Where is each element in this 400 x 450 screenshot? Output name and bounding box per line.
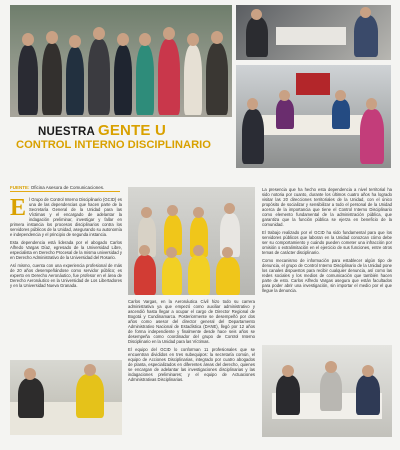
article-column-1 xyxy=(10,197,122,291)
col3-paragraph-2: El trabajo realizado por el GCID ha sido fundamental para que los servidores públicos que laboran en la Unidad conozcan cómo debe ser su comportamiento y cuándo pueden cometer una infracción por omisión o extralimitación en el ejercicio de sus funciones, entre otros temas de carácter disciplinario. xyxy=(262,230,392,255)
desk-photo xyxy=(262,345,392,437)
meeting-photo-2 xyxy=(236,65,391,168)
col2-paragraph-1: Carlos Vargas, en la Aeronáutica Civil hizo todo su carrera administrativa ya que empezó como auxiliar administrativo y ascendió hasta llegar a ocupar el cargo de Director Regional de Bogotá y Cundinamarca. Posteriormente se desempeñó por dos años como asesor del director general del Departamento Administrativo Nacional de Estadística (DANE), llegó por 12 años de forma independiente y finalmente desde hace seis años se desempeña como coordinador del grupo de Control Interno Disciplinario en la Unidad para las Víctimas. xyxy=(128,299,255,344)
col3-paragraph-1: La presencia que ha hecho esta dependencia a nivel territorial ha sido notoria por cuanto, durante los últimos cuatro años ha logrado visitar las 20 direcciones territoriales de la Unidad, con el único propósito de socializar y sensibilizar a todo el personal de la Unidad acerca de la importancia que tiene el Control Interno Disciplinario como elemento fundamental de la administración pública, que garantiza que la función pública se ejerza en beneficio de la comunidad. xyxy=(262,187,392,227)
page-subtitle: CONTROL INTERNO DISCIPLINARIO xyxy=(16,139,211,151)
meeting-photo-1 xyxy=(236,5,391,60)
group-photo-main xyxy=(10,5,232,117)
source-underline xyxy=(10,191,120,192)
source-label: FUENTE: xyxy=(10,185,31,190)
title-prefix: NUESTRA xyxy=(38,126,98,138)
col1-paragraph-3: Así mismo, cuenta con una experiencia profesional de más de 20 años desempeñándose como servidor público; es experto en Derecho Aeronáutico, fue profesor en el área de Derecho Aeronáutico en la Universidad de Los Libertadores y en la Universidad Nueva Granada. xyxy=(10,263,122,288)
col3-paragraph-3: Como mecanismo de información para establecer algún tipo de denuncia, el grupo de Control Interno Disciplinario de la Unidad pone los canales dispuestos para recibir cualquier denuncia, así como las redes sociales y los medios de comunicación que también hacen parte de esto. Carlos Alfredo Vargas asegura que están facultados para poder abrir una investigación, sin importar el medio por el que llegue la denuncia. xyxy=(262,258,392,293)
article-column-2 xyxy=(128,299,255,385)
drop-cap: E xyxy=(10,195,27,221)
col1-paragraph-1: l Grupo de Control Interno Disciplinario (GCID) es una de las dependencias que hacen parte de la Secretaría General de la Unidad para las Víctimas y el encargado de adelantar la indagación preliminar, investigar y fallar en primera instancia los procesos disciplinarios contra los servidores públicos de la Unidad, asegurando su autonomía e independencia y el principio de segunda instancia. xyxy=(10,197,122,237)
col1-paragraph-2: Esta dependencia está liderada por el abogado Carlos Alfredo Vargas Díaz, egresado de la Universidad Libre, especialista en Derecho Procesal de la misma universidad y en Derecho Administrativo de la Universidad del Rosario. xyxy=(10,240,122,260)
team-photo xyxy=(128,187,255,295)
col2-paragraph-2: El equipo del GCID lo conforman 11 profesionales que se encuentran divididos en tres subequipos: la secretaría común, el equipo de Acciones Disciplinarias, integrado por cuatro abogados de planta, especializados en diferentes áreas del derecho, quienes se encargan de adelantar las investigaciones disciplinarias y las indagaciones preliminares; y el equipo de Actuaciones Administrativas Disciplinarias. xyxy=(128,347,255,382)
source-text: Oficina Asesora de Comunicaciones. xyxy=(30,185,105,190)
office-photo xyxy=(10,360,122,435)
title-highlight: GENTE U xyxy=(97,122,167,139)
article-column-3 xyxy=(262,187,392,296)
page-title xyxy=(38,122,238,139)
